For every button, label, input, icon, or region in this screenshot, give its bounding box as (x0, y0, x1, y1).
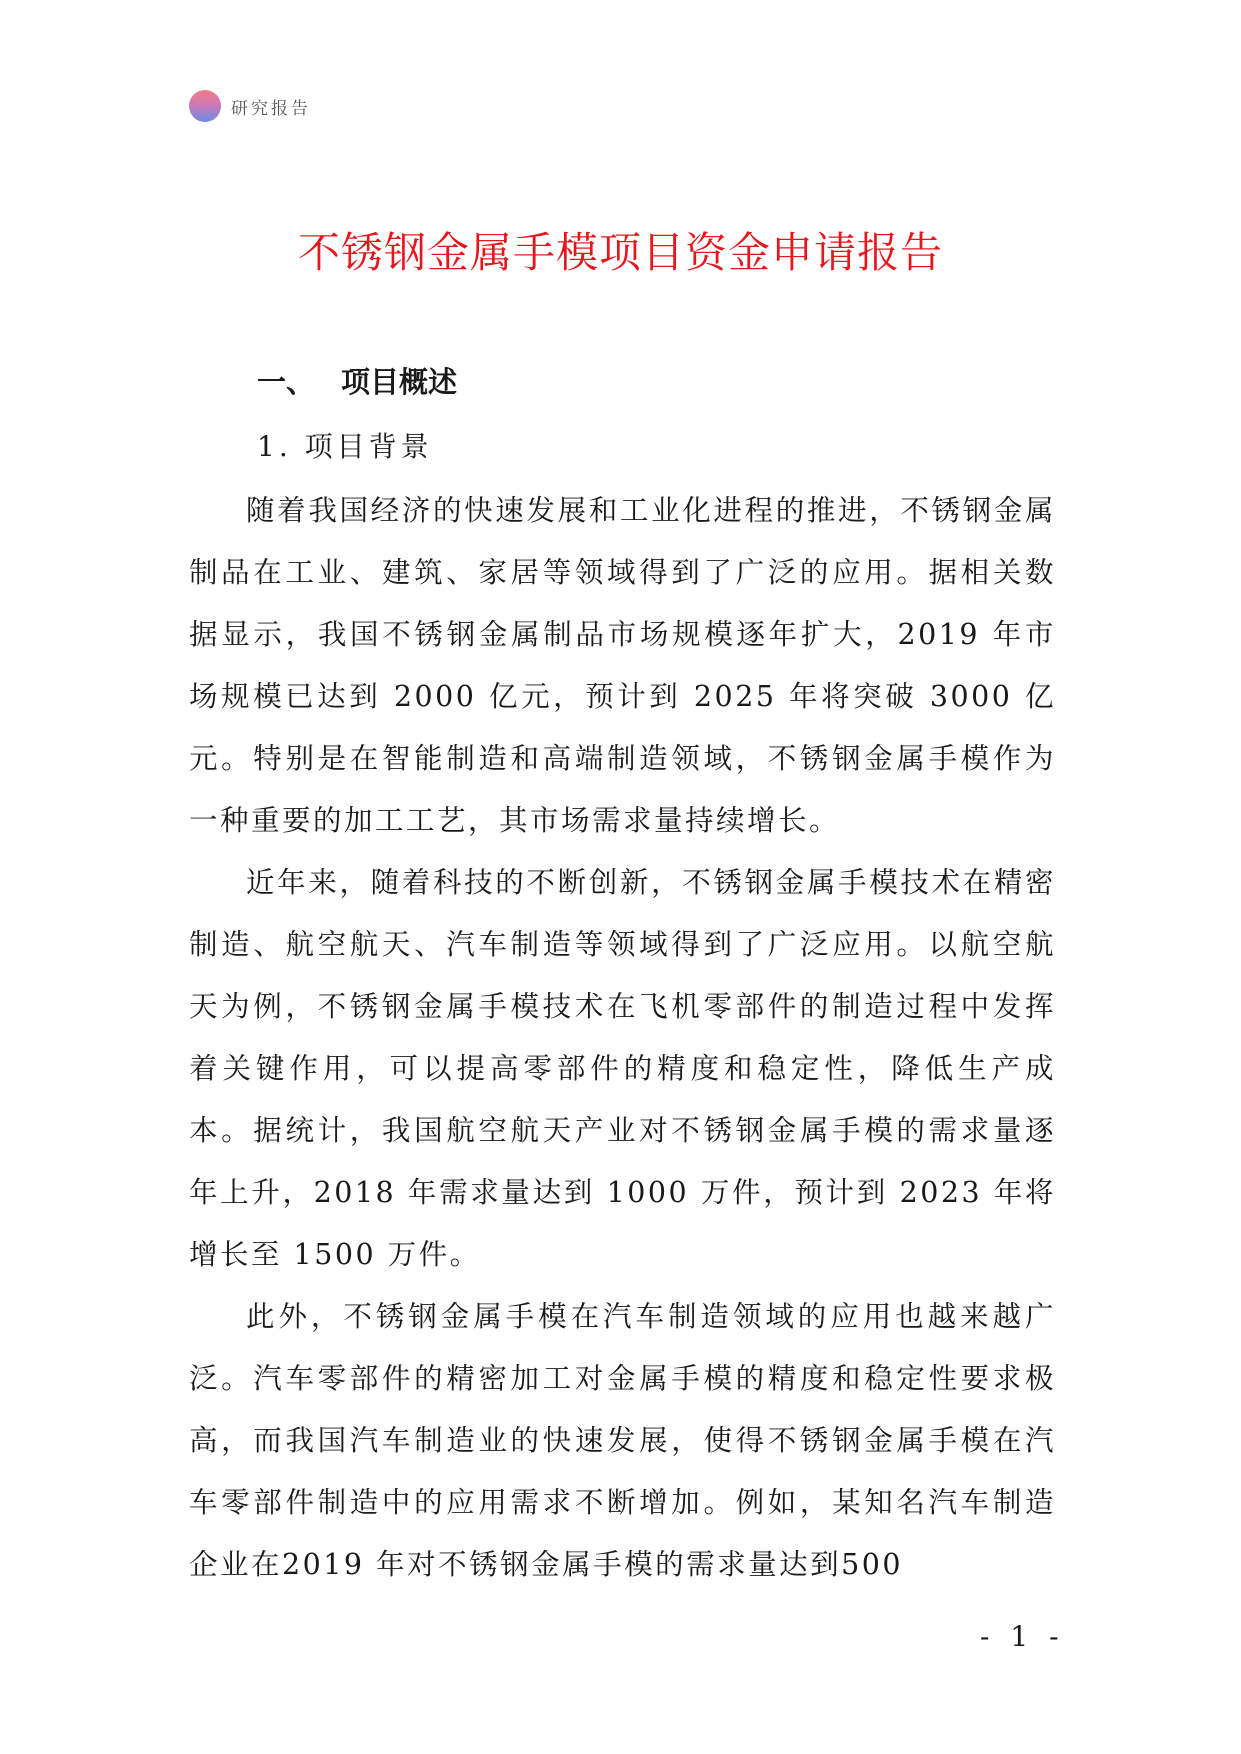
header-label: 研究报告 (231, 98, 311, 119)
page-number: - 1 - (980, 1620, 1065, 1653)
page-header (189, 88, 311, 124)
section-title: 项目概述 (341, 365, 458, 399)
report-logo-icon (189, 90, 221, 122)
paragraph-3: 此外，不锈钢金属手模在汽车制造领域的应用也越来越广泛。汽车零部件的精密加工对金属手模的精度和稳定性要求极高，而我国汽车制造业的快速发展，使得不锈钢金属手模在汽车零部件制造中的应用需求不断增加。例如，某知名汽车制造企业在2019 年对不锈钢金属手模的需求量达到500 (189, 1300, 1056, 1581)
subsection-heading: 1. 项目背景 (257, 430, 433, 463)
paragraph-1: 随着我国经济的快速发展和工业化进程的推进，不锈钢金属制品在工业、建筑、家居等领域得到了广泛的应用。据相关数据显示，我国不锈钢金属制品市场规模逐年扩大，2019 年市场规模已达到 2000 亿元，预计到 2025 年将突破 3000 亿元。特别是在智能制造和高端制造领域，不锈钢金属手模作为一种重要的加工工艺，其市场需求量持续增长。 (189, 494, 1056, 837)
section-number: 一、 (257, 365, 316, 399)
paragraph-2: 近年来，随着科技的不断创新，不锈钢金属手模技术在精密制造、航空航天、汽车制造等领域得到了广泛应用。以航空航天为例，不锈钢金属手模技术在飞机零部件的制造过程中发挥着关键作用，可以提高零部件的精度和稳定性，降低生产成本。据统计，我国航空航天产业对不锈钢金属手模的需求量逐年上升，2018 年需求量达到 1000 万件，预计到 2023 年将增长至 1500 万件。 (189, 866, 1056, 1271)
document-title: 不锈钢金属手模项目资金申请报告 (297, 228, 943, 277)
section-heading (257, 360, 457, 401)
body-text (189, 480, 1056, 1596)
